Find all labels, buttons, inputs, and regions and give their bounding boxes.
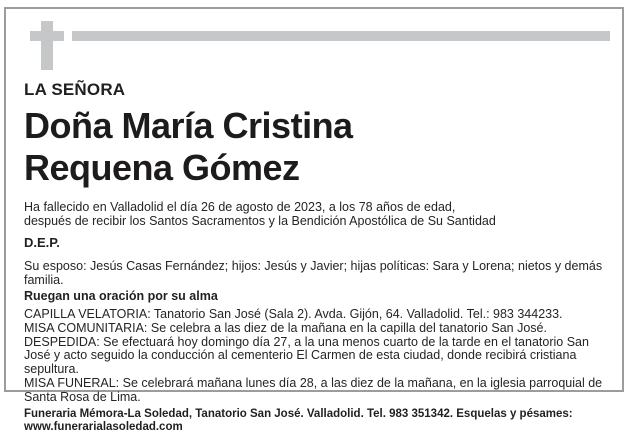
deceased-name-line1: Doña María Cristina — [24, 105, 353, 146]
cross-icon-vertical-bar — [41, 21, 53, 70]
family-line: Su esposo: Jesús Casas Fernández; hijos: Jesús y Javier; hijas políticas: Sara y Lorena; nietos y demás familia. — [24, 259, 603, 287]
notice-header — [24, 9, 608, 73]
death-announcement-line1: Ha fallecido en Valladolid el día 26 de agosto de 2023, a los 78 años de edad, — [24, 200, 456, 214]
service-misa-comunitaria: MISA COMUNITARIA: Se celebra a las diez de la mañana en la capilla del tanatorio San José. — [24, 320, 547, 335]
service-capilla-velatoria: CAPILLA VELATORIA: Tanatorio San José (Sala 2). Avda. Gijón, 64. Valladolid. Tel.: 983 344233. — [24, 307, 563, 321]
prayer-line: Ruegan una oración por su alma — [24, 289, 218, 303]
cross-icon-horizontal-bar — [30, 31, 64, 41]
death-announcement — [24, 201, 608, 228]
service-despedida: DESPEDIDA: Se efectuará hoy domingo día 27, a la una menos cuarto de la tarde en el tanatorio San José y acto seguido la conducción al cementerio El Carmen de esta ciudad, donde recibirá cristiana sepultura. — [24, 334, 589, 377]
honorific-label: LA SEÑORA — [24, 80, 126, 99]
deceased-name — [24, 105, 608, 189]
service-details — [24, 308, 608, 405]
death-announcement-line2: después de recibir los Santos Sacramentos y la Bendición Apostólica de Su Santidad — [24, 213, 496, 228]
service-misa-funeral: MISA FUNERAL: Se celebrará mañana lunes día 28, a las diez de la mañana, en la iglesia parroquial de Santa Rosa de Lima. — [24, 375, 603, 404]
deceased-name-line2: Requena Gómez — [24, 147, 300, 188]
dep-label: D.E.P. — [24, 235, 60, 250]
notice-border-box — [4, 7, 624, 433]
cross-icon — [24, 9, 72, 73]
funeral-home-footer: Funeraria Mémora-La Soledad, Tanatorio San José. Valladolid. Tel. 983 351342. Esquelas y pésames: www.funerarialasoledad.com — [24, 407, 573, 433]
header-rule-bar — [72, 31, 610, 41]
